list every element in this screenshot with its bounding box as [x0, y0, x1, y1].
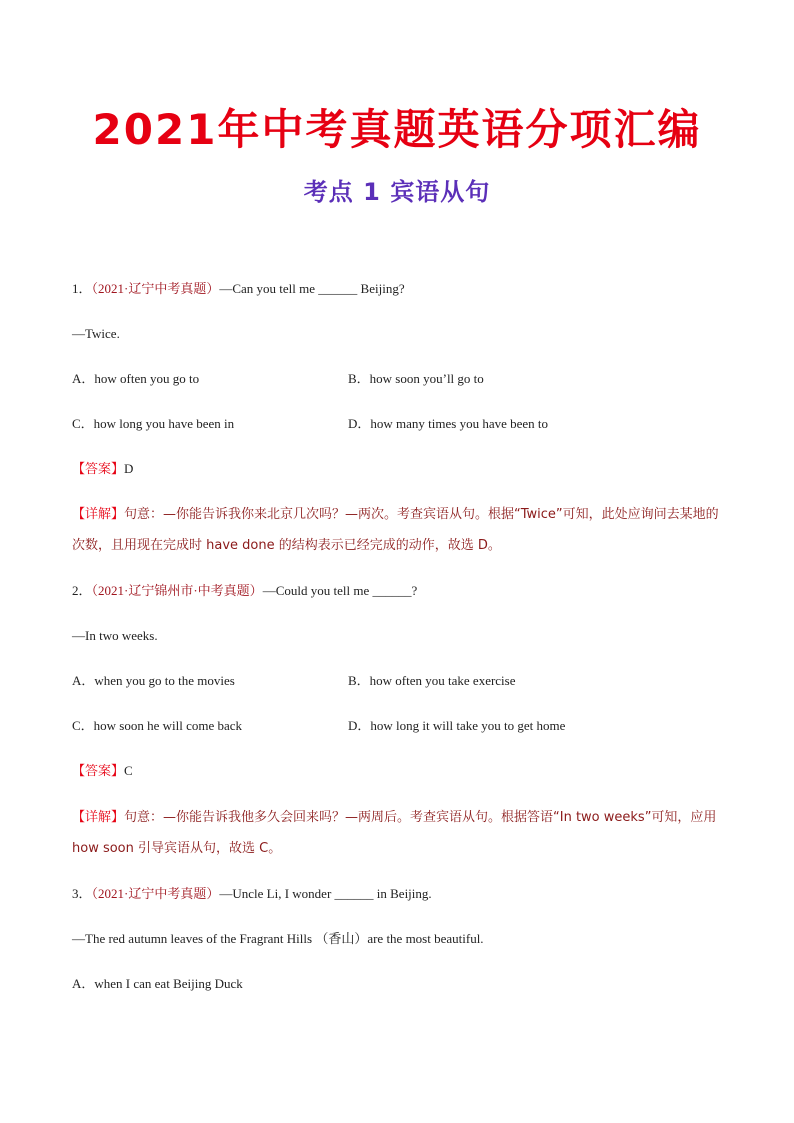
- question-2-answer: [72, 761, 133, 781]
- question-source: （2021·辽宁锦州市·中考真题）: [91, 583, 263, 598]
- question-2-option-a: A．when you go to the movies: [72, 673, 235, 688]
- question-3-option-a: A．when I can eat Beijing Duck: [72, 976, 243, 991]
- question-number: 2．: [72, 583, 92, 598]
- question-1-option-a: A．how often you go to: [72, 371, 200, 386]
- question-2-stem: [72, 581, 417, 601]
- question-1-option-c: C．how long you have been in: [72, 416, 235, 431]
- document-title: 2021年中考真题英语分项汇编: [92, 105, 702, 154]
- question-2-option-b: B．how often you take exercise: [348, 673, 516, 688]
- question-source: （2021·辽宁中考真题）: [91, 281, 220, 296]
- question-text: —Uncle Li, I wonder ______ in Beijing.: [219, 886, 432, 901]
- detail-tag: 【详解】: [72, 506, 125, 521]
- question-1-detail: [72, 499, 727, 561]
- question-2-detail: [72, 802, 727, 864]
- question-1-option-b: B．how soon you’ll go to: [348, 371, 484, 386]
- question-1-option-d: D．how many times you have been to: [348, 416, 549, 431]
- question-number: 1．: [72, 281, 92, 296]
- question-2-reply: —In two weeks.: [72, 628, 158, 643]
- question-1-reply: —Twice.: [72, 326, 120, 341]
- question-1-stem: [72, 279, 405, 299]
- question-source: （2021·辽宁中考真题）: [91, 886, 220, 901]
- answer-tag: 【答案】: [72, 763, 125, 778]
- answer-value: D: [124, 461, 134, 476]
- question-2-option-d: D．how long it will take you to get home: [348, 718, 566, 733]
- detail-tag: 【详解】: [72, 809, 125, 824]
- question-1-answer: [72, 459, 133, 479]
- section-subtitle: 考点 1 宾语从句: [303, 178, 491, 206]
- question-text: —Could you tell me ______?: [262, 583, 418, 598]
- question-text: —Can you tell me ______ Beijing?: [219, 281, 405, 296]
- answer-value: C: [124, 763, 133, 778]
- answer-tag: 【答案】: [72, 461, 125, 476]
- question-2-option-c: C．how soon he will come back: [72, 718, 243, 733]
- detail-text: 句意：—你能告诉我他多久会回来吗？—两周后。考查宾语从句。根据答语“In two weeks”可知，应用 how soon 引导宾语从句，故选 C。: [72, 810, 717, 856]
- question-3-reply: —The red autumn leaves of the Fragrant Hills （香山）are the most beautiful.: [72, 931, 484, 946]
- question-3-stem: [72, 884, 432, 904]
- question-number: 3．: [72, 886, 92, 901]
- detail-text: 句意：—你能告诉我你来北京几次吗？—两次。考查宾语从句。根据“Twice”可知，此处应询问去某地的次数，且用现在完成时 have done 的结构表示已经完成的动作，故选 D。: [72, 507, 719, 553]
